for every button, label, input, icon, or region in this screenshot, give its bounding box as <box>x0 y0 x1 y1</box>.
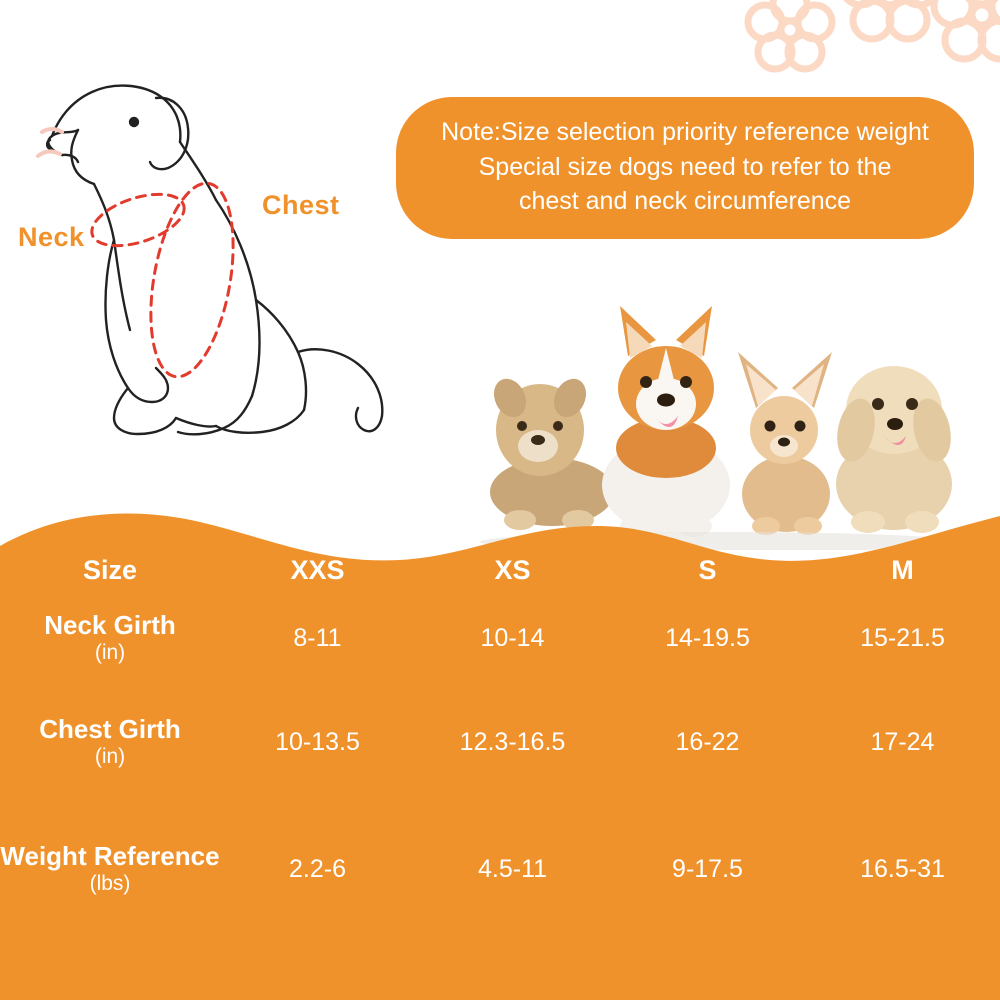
cell-neck-s: 14-19.5 <box>665 623 750 652</box>
cell-neck-m: 15-21.5 <box>860 623 945 652</box>
cell-neck-xxs: 8-11 <box>293 623 342 652</box>
note-bubble <box>396 97 974 239</box>
cell-chest-m: 17-24 <box>870 727 935 756</box>
cell-weight-s: 9-17.5 <box>672 854 743 883</box>
neck-measure-dash <box>86 184 191 256</box>
row-label-neck-girth-text: Neck Girth <box>44 610 176 641</box>
row-label-chest-girth <box>0 690 220 794</box>
flower-decoration <box>730 0 1000 110</box>
note-line-2: Special size dogs need to refer to the <box>478 152 892 181</box>
row-label-weight-reference <box>0 794 220 944</box>
header-size-label: Size <box>82 555 138 585</box>
header-size-xxs: XXS <box>290 555 345 585</box>
table-header-row <box>0 555 1000 586</box>
table-row-chest-girth <box>0 690 1000 794</box>
chest-measure-dash <box>138 177 247 383</box>
note-line-1: Note:Size selection priority reference weight <box>441 118 929 146</box>
pink-accent-icon <box>32 118 92 168</box>
cell-chest-s: 16-22 <box>675 727 740 756</box>
table-row-neck-girth <box>0 586 1000 690</box>
neck-label: Neck <box>18 222 85 252</box>
cell-neck-xs: 10-14 <box>480 623 545 652</box>
row-label-weight-reference-text: Weight Reference <box>0 841 220 872</box>
cell-chest-xs: 12.3-16.5 <box>459 727 566 756</box>
table-row-weight-reference <box>0 794 1000 944</box>
note-line-3: chest and neck circumference <box>518 187 852 215</box>
row-unit-chest-girth: (in) <box>94 744 126 768</box>
flower-cluster-icon <box>730 0 1000 110</box>
row-unit-neck-girth: (in) <box>94 640 126 664</box>
cell-chest-xxs: 10-13.5 <box>275 727 360 756</box>
row-label-neck-girth <box>0 586 220 690</box>
cell-weight-xs: 4.5-11 <box>477 854 548 883</box>
size-table <box>0 555 1000 944</box>
cell-weight-m: 16.5-31 <box>860 854 945 883</box>
row-unit-weight-reference: (lbs) <box>89 871 131 895</box>
header-size-xs: XS <box>494 555 531 585</box>
cell-weight-xxs: 2.2-6 <box>289 854 346 883</box>
row-label-chest-girth-text: Chest Girth <box>39 714 181 745</box>
header-size-m: M <box>891 555 914 585</box>
chest-label: Chest <box>262 190 340 220</box>
header-size-s: S <box>698 555 717 585</box>
